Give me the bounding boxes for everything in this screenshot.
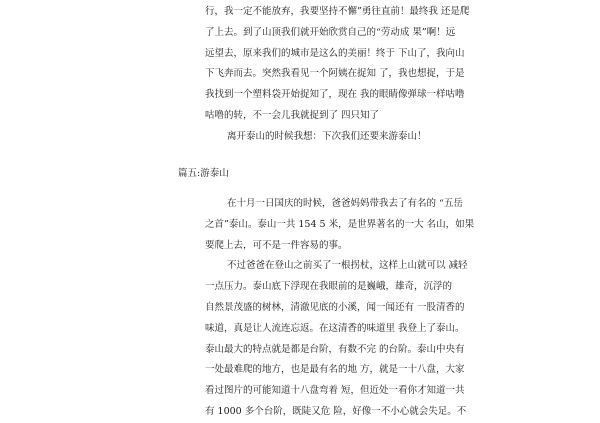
paragraph-line: 了上去。到了山顶我们就开始欣赏自己的“劳动成 果”啊！远 bbox=[205, 26, 456, 38]
paragraph-line: 之首”泰山。泰山一共 154 5 米，是世界著名的一大 名山，如果 bbox=[205, 218, 475, 230]
paragraph-line: 自然景茂盛的树林，清澈见底的小溪，闻一闻还有 一股清香的 bbox=[205, 301, 465, 313]
paragraph-line: 一点压力。泰山底下浮现在我眼前的是巍峨，雄奇，沉浮的 bbox=[205, 281, 453, 293]
paragraph-line: 味道，真是让人流连忘返。在这清香的味道里 我登上了泰山。 bbox=[205, 322, 465, 334]
paragraph-line: 离开泰山的时候我想：下次我们还要来游泰山！ bbox=[227, 130, 427, 142]
essay-part-2 bbox=[205, 194, 475, 423]
section-title: 篇五:游泰山 bbox=[178, 168, 229, 179]
essay-part-1 bbox=[205, 2, 470, 148]
paragraph-line: 看过图片的可能知道十八盘弯着 短，但近处一看你才知道一共 bbox=[205, 385, 465, 397]
paragraph-line: 远望去，原来我们的城市是这么的美丽！终于 下山了，我向山 bbox=[205, 47, 465, 59]
paragraph-line: 不过爸爸在登山之前买了一根拐杖，这样上山就可以 减轻 bbox=[227, 260, 468, 272]
paragraph-line: 一处最难爬的地方，也是最有名的地 方，就是一十八盘，大家 bbox=[205, 364, 465, 376]
paragraph-line: 泰山最大的特点就是都是台阶，有数不完 的台阶。泰山中央有 bbox=[205, 343, 465, 355]
paragraph-line: 要爬上去，可不是一件容易的事。 bbox=[205, 239, 348, 251]
paragraph-line: 我找到一个塑料袋开始捉知了，现在 我的眼睛像弹球一样咕噜 bbox=[205, 89, 465, 101]
paragraph-line: 行，我一定不能放弃，我要坚持不懈”勇往直前！最终我 还是爬 bbox=[205, 6, 470, 17]
paragraph-line: 在十月一日国庆的时候，爸爸妈妈带我去了有名的 “五岳 bbox=[227, 198, 463, 209]
paragraph-line: 下飞奔而去。突然我看见一个阿姨在捉知 了，我也想捉，于是 bbox=[205, 68, 465, 80]
paragraph-line: 有 1000 多个台阶，既陡又危 险，好像一不小心就会失足。不 bbox=[205, 405, 467, 417]
paragraph-line: 咕噜的转，不一会儿我就捉到了 四只知了 bbox=[205, 109, 380, 121]
